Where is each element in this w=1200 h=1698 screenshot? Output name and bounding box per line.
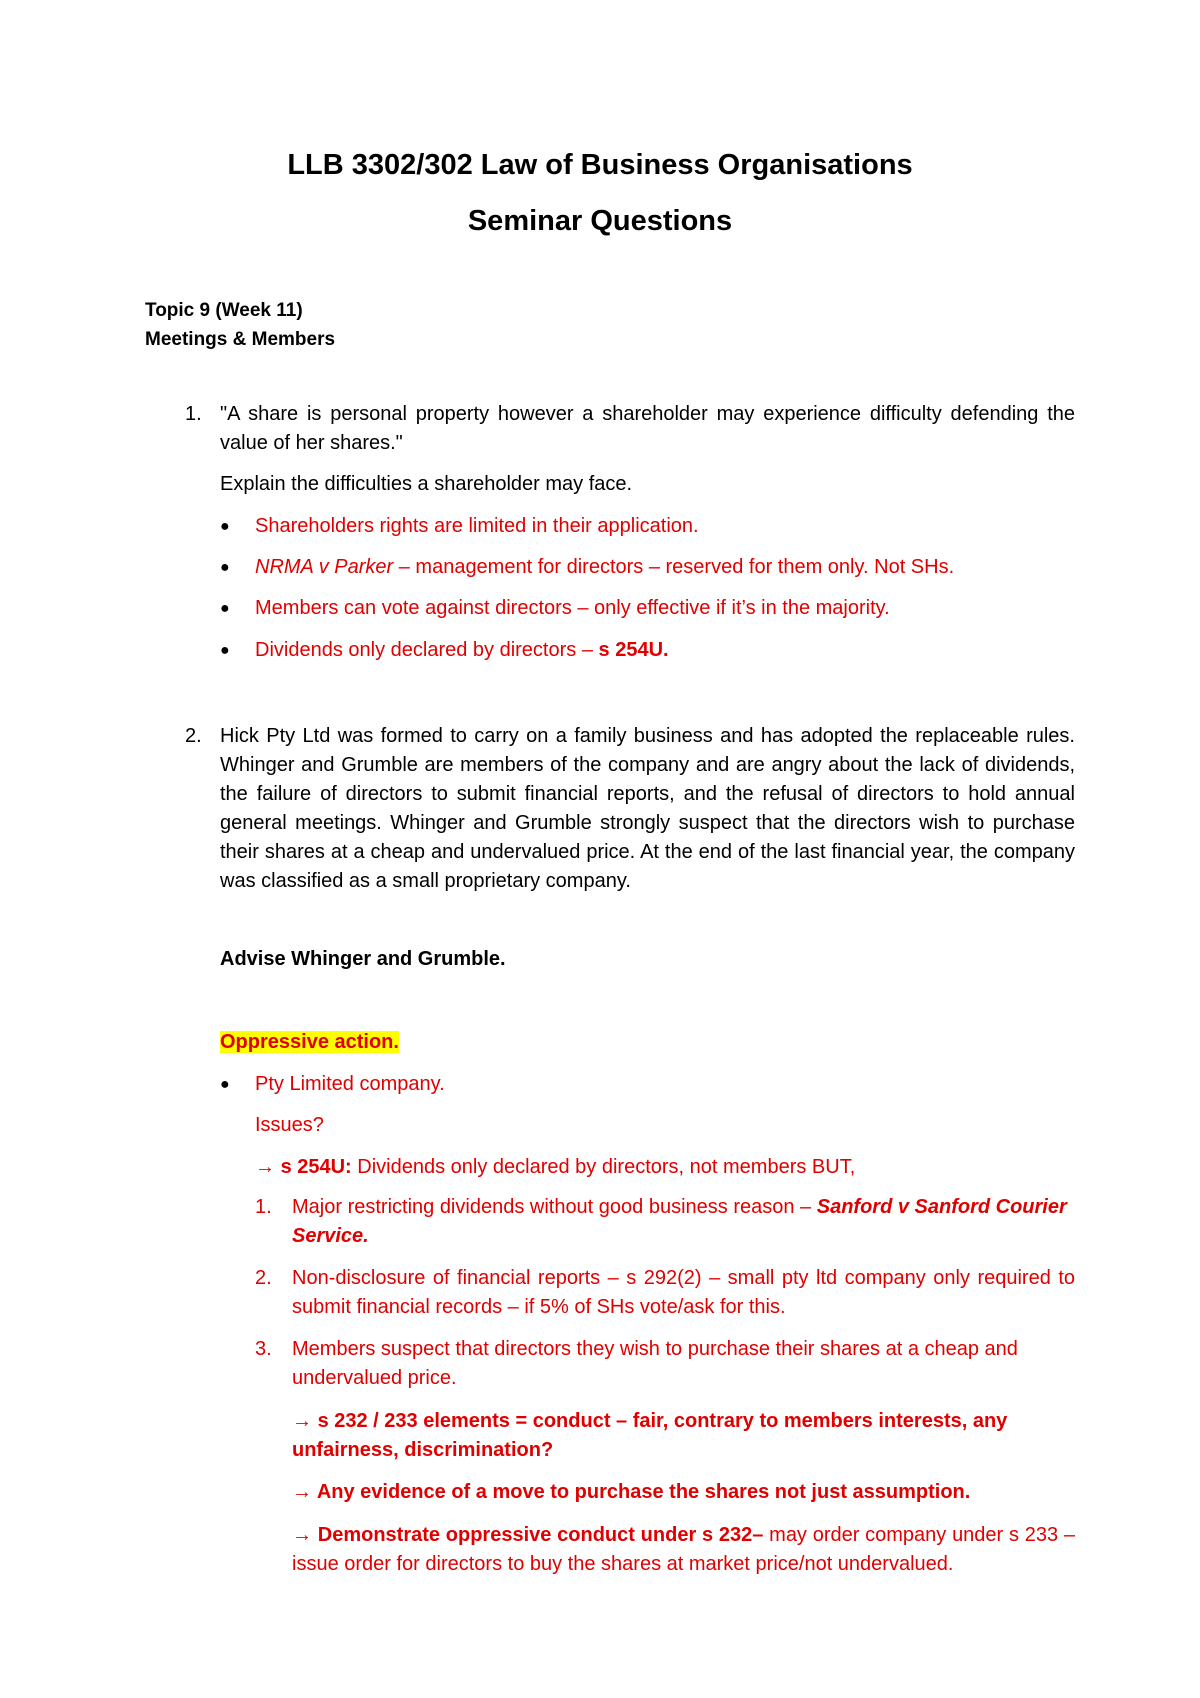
sub-point-3-bold: Demonstrate oppressive conduct under s 232– [317, 1524, 764, 1546]
topic-heading: Topic 9 (Week 11) [145, 300, 303, 321]
item-1-number: 1. [255, 1196, 272, 1218]
case-name: Sanford v Sanford Courier Service. [292, 1196, 1067, 1247]
document-subtitle: Seminar Questions [467, 205, 733, 237]
section-ref: s 254U: [280, 1156, 352, 1178]
item-2-number: 2. [255, 1267, 272, 1289]
sub-point-3-rest: may order company under s 233 – issue order for directors to buy the shares at market price/not undervalued. [292, 1524, 1075, 1575]
document-title: LLB 3302/302 Law of Business Organisations [287, 149, 913, 181]
q1-answer-4 [255, 636, 1075, 665]
section-ref: s 254U. [598, 639, 669, 661]
bullet-icon: ● [220, 600, 230, 617]
bullet-icon: ● [220, 1076, 230, 1093]
q1-answer-2-rest: – management for directors – reserved for them only. Not SHs. [393, 556, 955, 578]
sub-point-2-text: Any evidence of a move to purchase the shares not just assumption. [316, 1481, 971, 1503]
q1-answer-1: Shareholders rights are limited in their application. [255, 515, 699, 537]
answer-heading [220, 1028, 399, 1057]
bullet-icon: ● [220, 518, 230, 535]
q2-answer-bullet: Pty Limited company. [255, 1073, 445, 1095]
s254u-line [255, 1153, 1075, 1182]
s254u-text: Dividends only declared by directors, not members BUT, [351, 1156, 856, 1178]
sub-point-1 [292, 1407, 1075, 1465]
item-3-number: 3. [255, 1338, 272, 1360]
question-2-prompt: Advise Whinger and Grumble. [220, 948, 506, 970]
bullet-icon: ● [220, 559, 230, 576]
arrow-icon: → [292, 1524, 312, 1546]
item-1-text [292, 1193, 1075, 1251]
sub-point-3 [292, 1521, 1075, 1579]
bullet-icon: ● [220, 642, 230, 659]
question-1-prompt: Explain the difficulties a shareholder may face. [220, 473, 633, 495]
sub-point-1-text: s 232 / 233 elements = conduct – fair, contrary to members interests, any unfairness, discrimination? [292, 1410, 1008, 1461]
sub-point-2 [292, 1478, 1075, 1507]
highlighted-heading: Oppressive action. [220, 1031, 399, 1053]
question-1-number: 1. [185, 403, 202, 425]
question-2-number: 2. [185, 725, 202, 747]
case-name: NRMA v Parker [255, 556, 394, 578]
question-2-text: Hick Pty Ltd was formed to carry on a family business and has adopted the replaceable rules. Whinger and Grumble are members of the company and are angry about the lack of dividends, the failure of directors to submit financial reports, and the refusal of directors to hold annual general meetings. Whinger and Grumble strongly suspect that the directors wish to purchase their shares at a cheap and undervalued price. At the end of the last financial year, the company was classified as a small proprietary company. [220, 725, 1075, 892]
q1-answer-2 [255, 553, 1075, 582]
item-1-main: Major restricting dividends without good business reason – [292, 1196, 817, 1218]
q1-answer-4-main: Dividends only declared by directors – [255, 639, 599, 661]
arrow-icon: → [292, 1410, 312, 1432]
arrow-icon: → [255, 1156, 275, 1178]
issues-label: Issues? [255, 1114, 324, 1136]
arrow-icon: → [292, 1481, 312, 1503]
q1-answer-3: Members can vote against directors – only effective if it’s in the majority. [255, 597, 890, 619]
item-2-text: Non-disclosure of financial reports – s 292(2) – small pty ltd company only required to submit financial records – if 5% of SHs vote/ask for this. [292, 1267, 1075, 1318]
item-3-text: Members suspect that directors they wish to purchase their shares at a cheap and undervalued price. [292, 1338, 1018, 1389]
question-1-text: "A share is personal property however a shareholder may experience difficulty defending the value of her shares." [220, 403, 1075, 454]
topic-subheading: Meetings & Members [145, 329, 336, 350]
